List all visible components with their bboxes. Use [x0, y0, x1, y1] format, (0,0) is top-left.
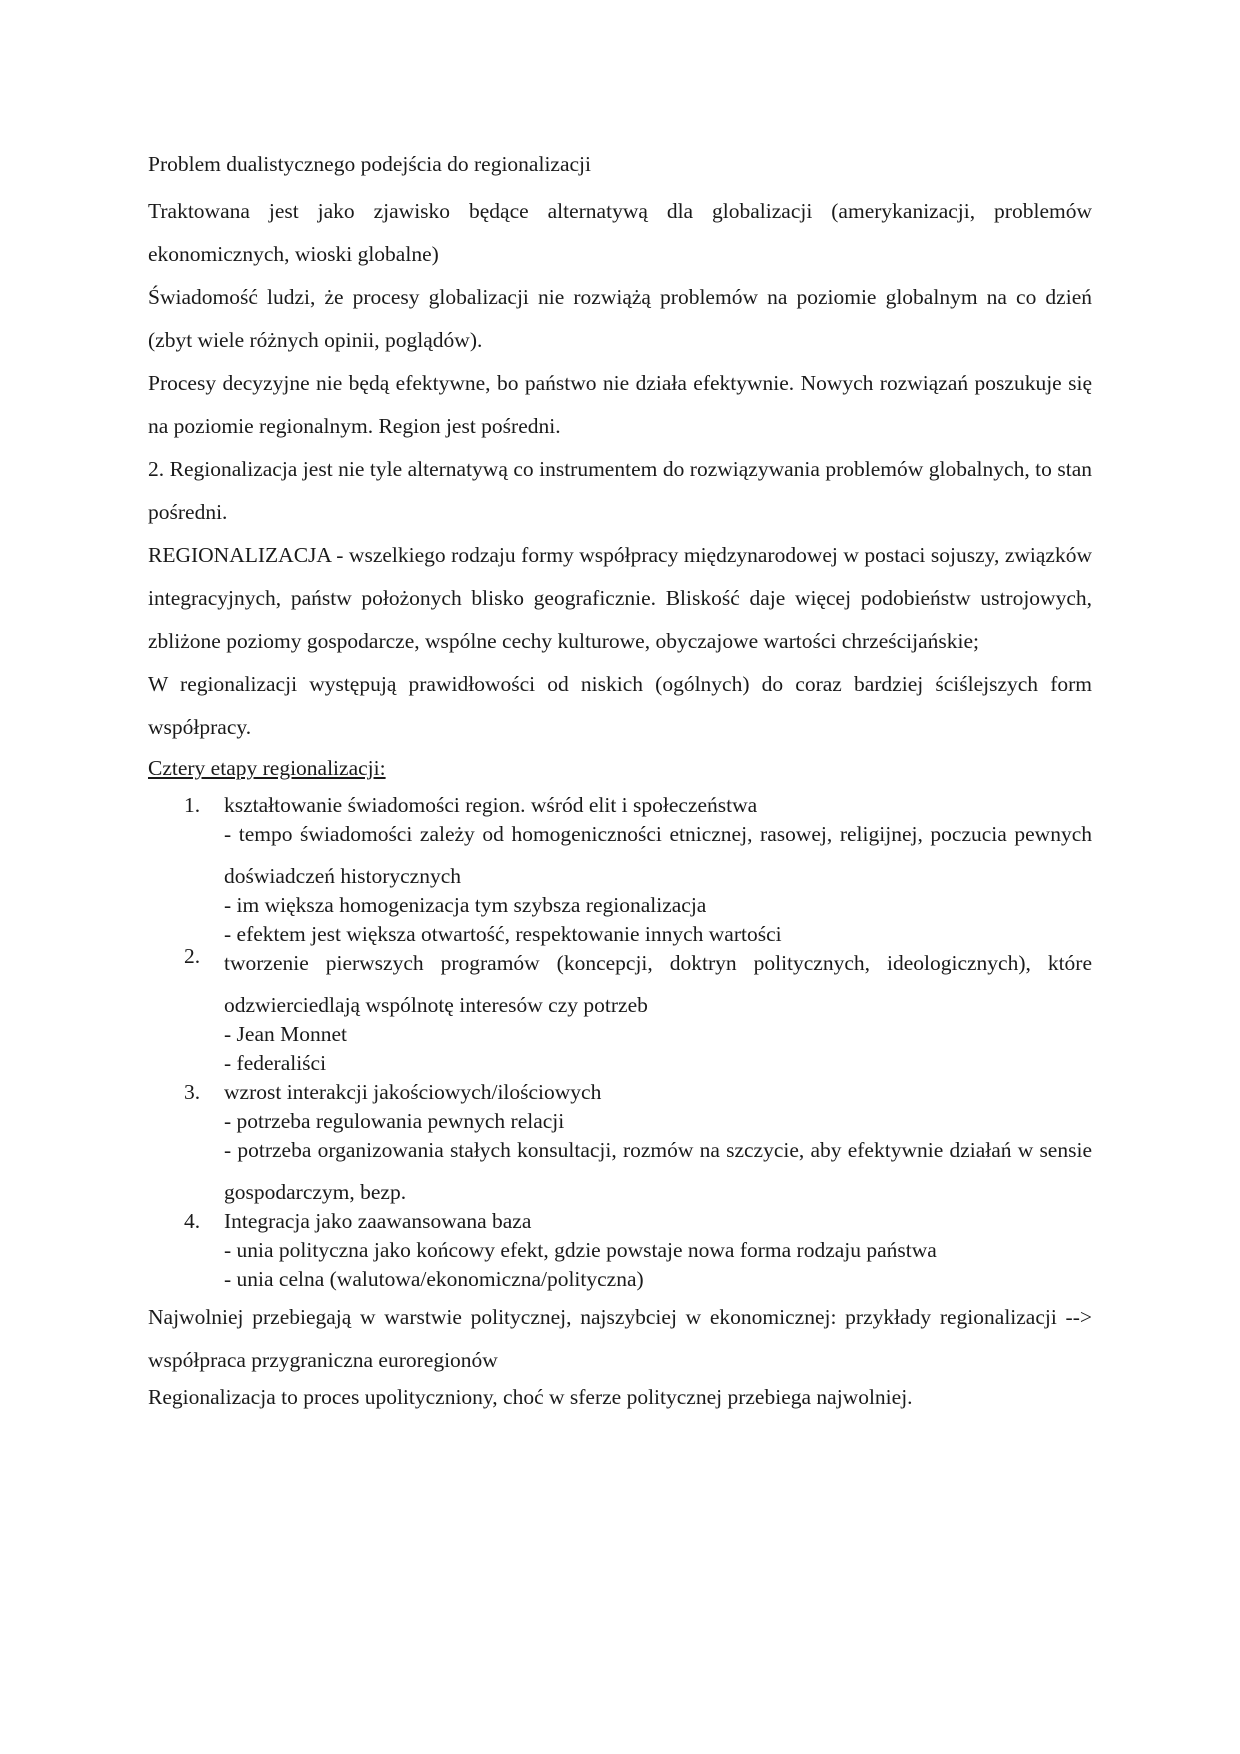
list-label: kształtowanie świadomości region. wśród elit i społeczeństwa: [224, 793, 758, 817]
closing-paragraph-2: Regionalizacja to proces upolityczniony, choć w sferze politycznej przebiega najwolniej.: [148, 1385, 913, 1409]
document-page: [148, 147, 1092, 1412]
list-subpoint: - federaliści: [224, 1051, 327, 1075]
paragraph-4: 2. Regionalizacja jest nie tyle alternatywą co instrumentem do rozwiązywania problemów globalnych, to stan pośredni.: [148, 457, 1092, 524]
list-item: [148, 791, 1092, 949]
list-label: wzrost interakcji jakościowych/ilościowych: [224, 1080, 602, 1104]
list-number: 3.: [184, 1080, 201, 1104]
list-subpoint: - unia polityczna jako końcowy efekt, gdzie powstaje nowa forma rodzaju państwa: [224, 1238, 937, 1262]
list-subpoint: - potrzeba regulowania pewnych relacji: [224, 1109, 565, 1133]
document-title: Problem dualistycznego podejścia do regionalizacji: [148, 152, 591, 176]
list-item: [148, 1078, 1092, 1213]
list-item: [148, 1207, 1092, 1294]
list-item: [148, 942, 1092, 1078]
list-subpoint: - efektem jest większa otwartość, respektowanie innych wartości: [224, 922, 782, 946]
paragraph-5: REGIONALIZACJA - wszelkiego rodzaju formy współpracy międzynarodowej w postaci sojuszy, związków integracyjnych, państw położonych blisko geograficznie. Bliskość daje więcej podobieństw ustrojowych, zbliżone poziomy gospodarcze, wspólne cechy kulturowe, obyczajowe wartości chrześcijańskie;: [148, 543, 1092, 653]
paragraph-6: W regionalizacji występują prawidłowości od niskich (ogólnych) do coraz bardziej ściślejszych form współpracy.: [148, 672, 1092, 739]
list-subpoint: - tempo świadomości zależy od homogeniczności etnicznej, rasowej, religijnej, poczucia pewnych doświadczeń historycznych: [224, 822, 1092, 888]
list-subpoint: - potrzeba organizowania stałych konsultacji, rozmów na szczycie, aby efektywnie działań w sensie gospodarczym, bezp.: [224, 1138, 1092, 1204]
closing-paragraph-1: Najwolniej przebiegają w warstwie politycznej, najszybciej w ekonomicznej: przykłady regionalizacji --> współpraca przygraniczna euroregionów: [148, 1305, 1092, 1372]
list-number: 4.: [184, 1209, 201, 1233]
list-number: 1.: [184, 793, 201, 817]
list-subpoint: - unia celna (walutowa/ekonomiczna/polityczna): [224, 1267, 644, 1291]
list-subpoint: - Jean Monnet: [224, 1022, 347, 1046]
stages-list: [148, 791, 1092, 1294]
list-label: tworzenie pierwszych programów (koncepcji, doktryn politycznych, ideologicznych), które odzwierciedlają wspólnotę interesów czy potrzeb: [224, 951, 1092, 1017]
paragraph-1: Traktowana jest jako zjawisko będące alternatywą dla globalizacji (amerykanizacji, problemów ekonomicznych, wioski globalne): [148, 199, 1092, 266]
list-subpoint: - im większa homogenizacja tym szybsza regionalizacja: [224, 893, 707, 917]
paragraph-2: Świadomość ludzi, że procesy globalizacji nie rozwiążą problemów na poziomie globalnym na co dzień (zbyt wiele różnych opinii, poglądów).: [148, 285, 1092, 352]
paragraph-3: Procesy decyzyjne nie będą efektywne, bo państwo nie działa efektywnie. Nowych rozwiązań poszukuje się na poziomie regionalnym. Region jest pośredni.: [148, 371, 1092, 438]
list-number: 2.: [184, 944, 201, 968]
list-label: Integracja jako zaawansowana baza: [224, 1209, 532, 1233]
stages-heading: Cztery etapy regionalizacji:: [148, 756, 386, 780]
